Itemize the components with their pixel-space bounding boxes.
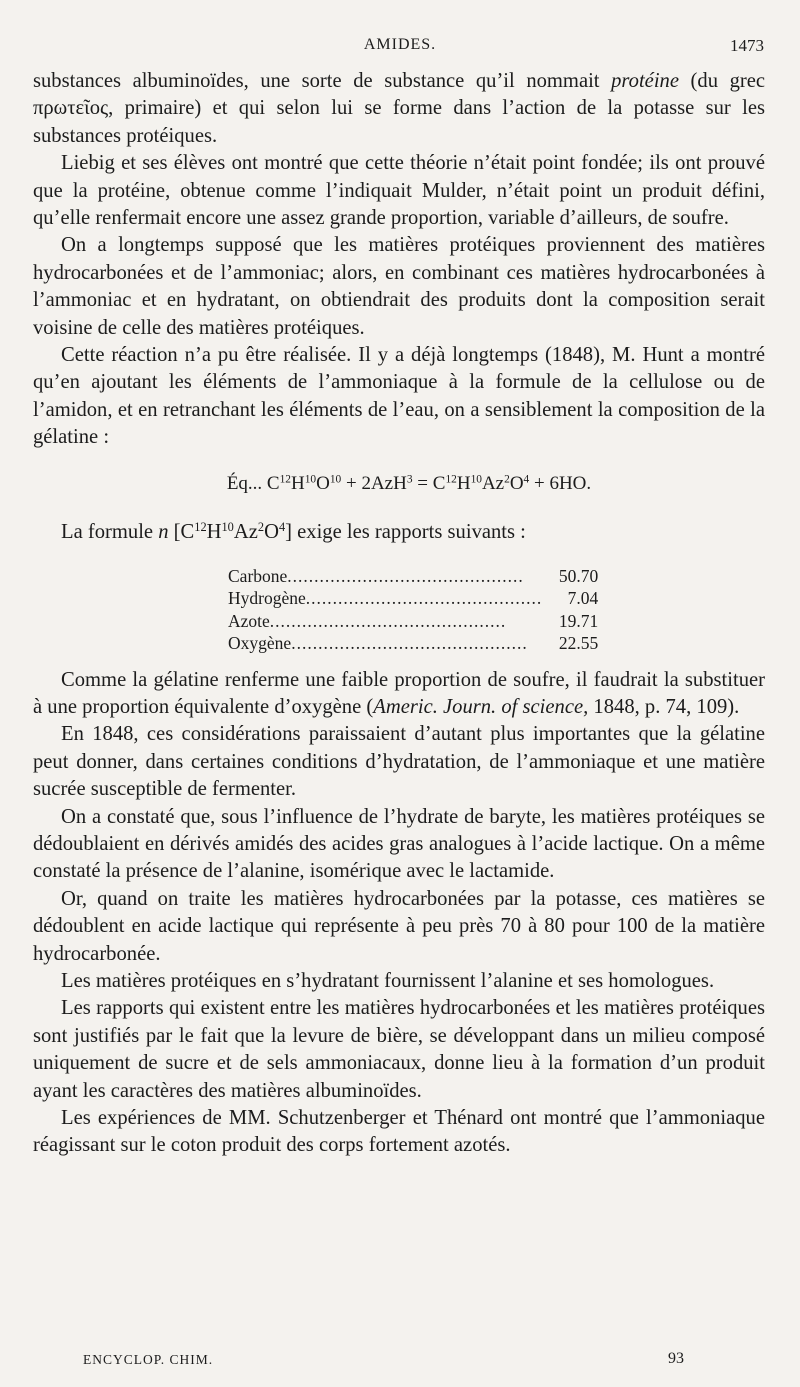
dot-leader: ............................................ — [291, 633, 528, 653]
text-run: Az — [233, 521, 258, 544]
text-run: substances albuminoïdes, une sorte de substance qu’il nommait — [33, 70, 612, 92]
text-run: = C — [412, 472, 446, 494]
italic-text: protéine — [611, 70, 679, 92]
signature-number: 93 — [668, 1350, 684, 1367]
paragraph: Les rapports qui existent entre les matières hydrocarbonées et les matières protéiques sont justifiés par le fait que la levure de bière, se développant dans un milieu composé uniquement de sucre et de sels ammoniacaux, donne lieu à la formation d’un produit ayant les caractères des matières albuminoïdes. — [33, 997, 765, 1102]
table-row — [228, 632, 598, 655]
italic-text: Americ. Journ. of science, — [373, 695, 589, 718]
element-name: Carbone — [228, 565, 288, 586]
paragraph: En 1848, ces considérations paraissaient d’autant plus importantes que la gélatine peut donner, dans certaines conditions d’hydratation, de l’ammoniaque et une matière sucrée susceptible de fermenter. — [33, 723, 765, 801]
composition-table — [228, 565, 598, 655]
body-text — [33, 68, 765, 1160]
text-run: La formule — [61, 521, 159, 544]
text-run: Az — [481, 472, 505, 494]
superscript: 4 — [523, 473, 530, 486]
dot-leader: ............................................ — [269, 610, 507, 631]
text-run: + 2AzH — [341, 472, 407, 494]
text-run: Comme la gélatine renferme une faible proportion de soufre, il faudrait la substituer à une proportion équivalente d’oxygène ( — [33, 668, 765, 718]
text-run: H — [291, 472, 305, 494]
superscript: 2 — [257, 520, 265, 535]
element-name: Hydrogène — [228, 588, 306, 608]
text-run: O — [509, 472, 524, 494]
element-name: Oxygène — [228, 633, 292, 653]
superscript: 10 — [329, 473, 342, 486]
text-run: (du grec πρωτεῖος, primaire) et qui selon lui se forme dans l’action de la potasse sur les substances protéiques. — [33, 70, 766, 147]
text-run: H — [456, 472, 471, 494]
superscript: 12 — [194, 520, 207, 535]
text-run: H — [206, 521, 222, 544]
superscript: 2 — [504, 473, 510, 486]
element-percentage: 7.04 — [567, 588, 599, 608]
text-run: Éq... C — [226, 472, 280, 494]
paragraph — [33, 68, 765, 150]
table-row — [228, 587, 598, 610]
text-run: [C — [168, 521, 195, 544]
superscript: 3 — [406, 473, 413, 486]
dot-leader: ............................................ — [287, 565, 524, 586]
superscript: 10 — [221, 520, 234, 535]
superscript: 10 — [470, 473, 482, 486]
superscript: 12 — [279, 473, 291, 486]
paragraph — [33, 667, 765, 722]
text-run: O — [316, 472, 330, 494]
element-percentage: 50.70 — [558, 565, 599, 586]
page-number: 1473 — [730, 36, 764, 55]
superscript: 10 — [304, 473, 317, 486]
footer-signature: ENCYCLOP. CHIM. — [83, 1352, 214, 1367]
text-run: 1848, p. 74, 109). — [588, 695, 740, 718]
superscript: 12 — [445, 473, 457, 486]
element-name: Azote — [228, 610, 270, 631]
element-percentage: 19.71 — [558, 610, 599, 631]
paragraph: Liebig et ses élèves ont montré que cette théorie n’était point fondée; ils ont prouvé que la protéine, obtenue comme l’indiquait Mulder, n’était point un produit défini, qu’elle renfermait encore une assez grande proportion, variable d’ailleurs, de soufre. — [33, 152, 765, 230]
superscript: 4 — [278, 520, 286, 535]
paragraph: On a constaté que, sous l’influence de l’hydrate de baryte, les matières protéiques se dédoublaient en dérivés amidés des acides gras analogues à l’acide lactique. On a même constaté la présence de l’alanine, isomérique avec le lactamide. — [33, 805, 765, 883]
text-run: + 6HO. — [529, 472, 592, 494]
formula-sentence — [33, 519, 765, 546]
paragraph: Les expériences de MM. Schutzenberger et Thénard ont montré que l’ammoniaque réagissant sur le coton produit des corps fortement azotés. — [33, 1107, 765, 1157]
paragraph: On a longtemps supposé que les matières protéiques proviennent des matières hydrocarbonées et de l’ammoniac; alors, en combinant ces matières hydrocarbonées à l’ammoniac et en hydratant, on obtiendrait des produits dont la composition serait voisine de celle des matières protéiques. — [33, 234, 765, 339]
chemical-equation — [33, 470, 765, 497]
table-row — [228, 565, 598, 588]
running-header-title: AMIDES. — [363, 36, 437, 53]
table-row — [228, 610, 598, 633]
element-percentage: 22.55 — [558, 633, 599, 653]
paragraph: Cette réaction n’a pu être réalisée. Il y a déjà longtemps (1848), M. Hunt a montré qu’en ajoutant les éléments de l’ammoniaque à la formule de la cellulose ou de l’amidon, et en retranchant les éléments de l’eau, on a sensiblement la composition de la gélatine : — [33, 344, 765, 449]
text-run: O — [264, 521, 279, 544]
italic-text: n — [158, 521, 169, 544]
paragraph: Or, quand on traite les matières hydrocarbonées par la potasse, ces matières se dédoublent en acide lactique qui représente à peu près 70 à 80 pour 100 de la matière hydrocarbonée. — [33, 887, 765, 965]
text-run: ] exige les rapports suivants : — [285, 521, 526, 544]
dot-leader: ............................................ — [305, 588, 543, 608]
paragraph: Les matières protéiques en s’hydratant fournissent l’alanine et ses homologues. — [61, 969, 715, 992]
